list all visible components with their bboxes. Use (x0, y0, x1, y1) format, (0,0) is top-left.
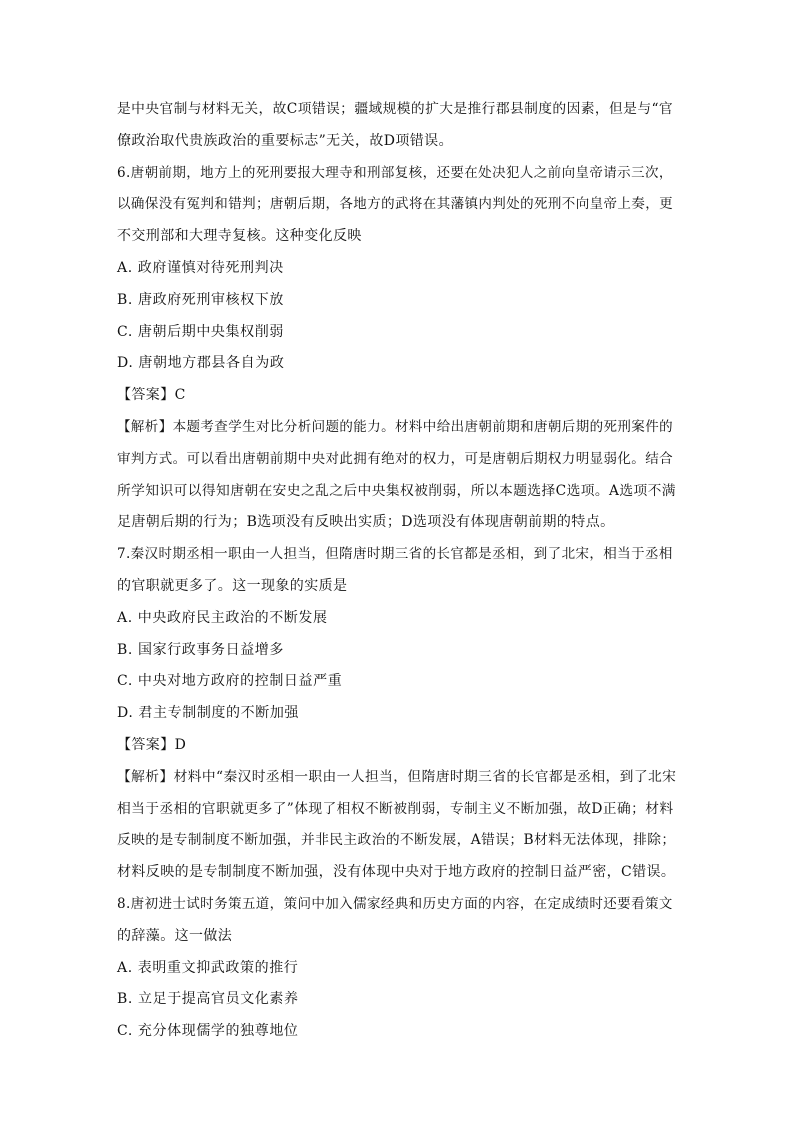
q7-option-c: C. 中央对地方政府的控制日益严重 (117, 673, 343, 690)
question-6-stem: 6.唐朝前期，地方上的死刑要报大理寺和刑部复核，还要在处决犯人之前向皇帝请示三次， (117, 164, 673, 181)
question-8-stem: 8.唐初进士试时务策五道，策问中加入儒家经典和历史方面的内容，在定成绩时还要看策文 (117, 895, 673, 912)
question-7-stem: 7.秦汉时期丞相一职由一人担当，但隋唐时期三省的长官都是丞相，到了北宋，相当于丞相 (117, 546, 673, 563)
q7-answer: 【答案】D (117, 736, 187, 753)
document-page (117, 94, 679, 1048)
text-line: 足唐朝后期的行为；B选项没有反映出实质；D选项没有体现唐朝前期的特点。 (117, 514, 615, 531)
q7-analysis: 【解析】材料中“秦汉时丞相一职由一人担当，但隋唐时期三省的长官都是丞相，到了北宋 (117, 768, 677, 785)
q6-analysis: 【解析】本题考查学生对比分析问题的能力。材料中给出唐朝前期和唐朝后期的死刑案件的 (117, 418, 673, 435)
q6-option-c: C. 唐朝后期中央集权削弱 (117, 323, 284, 340)
q8-option-a: A. 表明重文抑武政策的推行 (117, 959, 299, 976)
text-line: 是中央官制与材料无关，故C项错误；疆域规模的扩大是推行郡县制度的因素，但是与“官 (117, 101, 674, 117)
text-line: 的辞藻。这一做法 (117, 927, 233, 944)
text-line: 所学知识可以得知唐朝在安史之乱之后中央集权被削弱，所以本题选择C选项。A选项不满 (117, 482, 676, 499)
text-line: 审判方式。可以看出唐朝前期中央对此拥有绝对的权力，可是唐朝后期权力明显弱化。结合 (117, 450, 673, 467)
text-line: 材料反映的是专制制度不断加强，没有体现中央对于地方政府的控制日益严密，C错误。 (117, 864, 676, 881)
q6-option-d: D. 唐朝地方郡县各自为政 (117, 355, 285, 372)
q8-option-b: B. 立足于提高官员文化素养 (117, 991, 299, 1008)
q6-answer: 【答案】C (117, 387, 186, 404)
q6-option-a: A. 政府谨慎对待死刑判决 (117, 259, 284, 276)
q7-option-d: D. 君主专制制度的不断加强 (117, 705, 300, 722)
q7-option-b: B. 国家行政事务日益增多 (117, 641, 284, 658)
q6-option-b: B. 唐政府死刑审核权下放 (117, 291, 284, 308)
text-line: 相当于丞相的官职就更多了”体现了相权不断被削弱，专制主义不断加强，故D正确；材料 (117, 800, 674, 817)
q8-option-c: C. 充分体现儒学的独尊地位 (117, 1023, 299, 1040)
q7-option-a: A. 中央政府民主政治的不断发展 (117, 609, 328, 626)
text-line: 僚政治取代贵族政治的重要标志”无关，故D项错误。 (117, 132, 453, 149)
text-line: 的官职就更多了。这一现象的实质是 (117, 577, 348, 594)
text-line: 反映的是专制制度不断加强，并非民主政治的不断发展，A错误；B材料无法体现，排除； (117, 832, 676, 849)
text-line: 不交刑部和大理寺复核。这种变化反映 (117, 228, 362, 245)
text-line: 以确保没有冤判和错判；唐朝后期，各地方的武将在其藩镇内判处的死刑不向皇帝上奏，更 (117, 196, 673, 213)
